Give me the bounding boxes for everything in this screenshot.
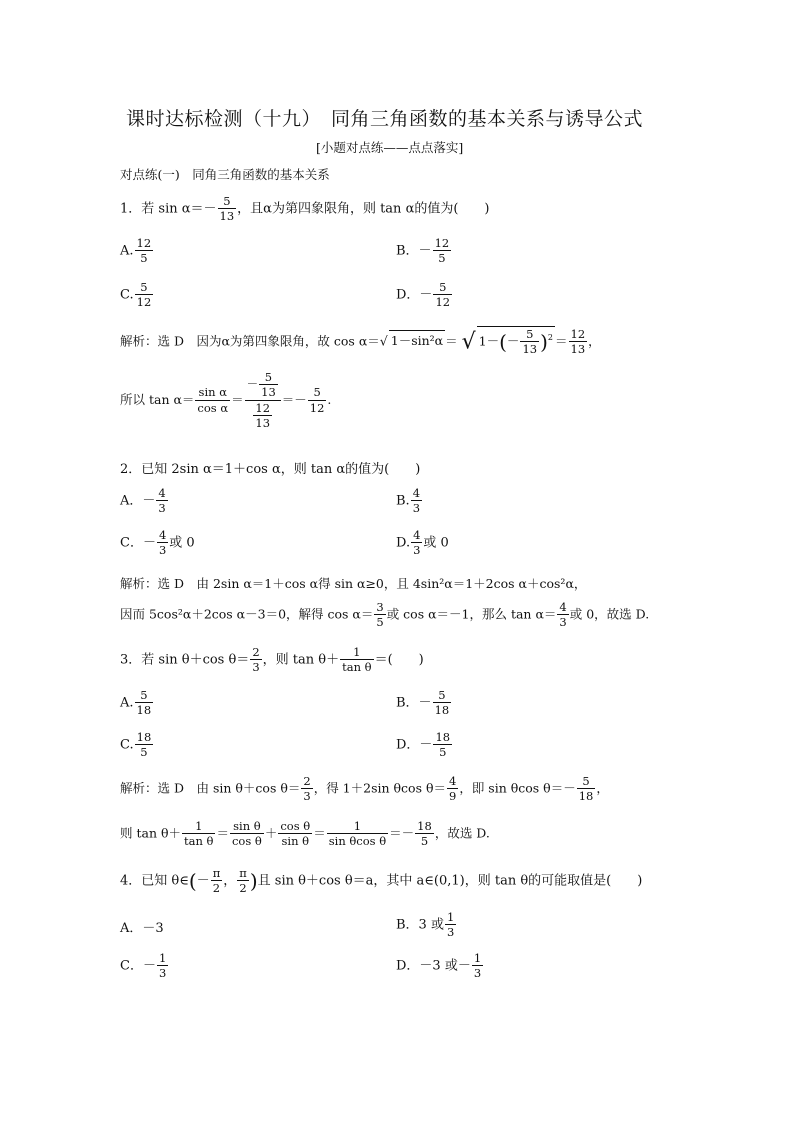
q3-stem — [120, 645, 424, 675]
fraction — [278, 819, 312, 849]
denominator: 5 — [420, 834, 429, 849]
q2-option-d[interactable] — [396, 528, 449, 558]
fraction — [182, 819, 215, 849]
denominator: 3 — [158, 543, 167, 558]
equals: ＝ — [216, 825, 229, 841]
option-label: D．－ — [396, 737, 433, 753]
solution-text: ，即 sin θcos θ＝－ — [459, 780, 576, 796]
denominator: 13 — [570, 342, 586, 357]
denominator: 18 — [136, 703, 152, 718]
denominator: 18 — [434, 703, 450, 718]
solution-text: 或 cos α＝－1，那么 tan α＝ — [386, 606, 557, 622]
solution-text: 因而 5cos²α＋2cos α－3＝0，解得 cos α＝ — [120, 606, 374, 622]
option-label: C．－ — [120, 958, 156, 974]
numerator: 1 — [446, 910, 455, 924]
solution-text: 解析：选 D 因为α为第四象限角，故 cos α＝ — [120, 333, 380, 349]
numerator: 5 — [308, 385, 327, 400]
q2-solution-line2 — [120, 600, 649, 630]
numerator: 4 — [559, 600, 567, 614]
option-label: A．－ — [120, 493, 156, 509]
q4-option-c[interactable] — [120, 951, 169, 981]
page-subtitle: [小题对点练——点点落实] — [316, 140, 464, 155]
numerator: 12 — [434, 236, 450, 250]
numerator: 18 — [136, 730, 152, 744]
right-paren: ) — [249, 868, 258, 893]
numerator: 2 — [252, 645, 260, 659]
minus-sign: － — [246, 376, 259, 391]
numerator: 1 — [182, 819, 215, 834]
option-fraction — [445, 910, 456, 940]
numerator: 5 — [218, 194, 237, 209]
q2-option-c[interactable] — [120, 528, 195, 558]
denominator: 5 — [376, 615, 384, 630]
option-label: C. — [120, 287, 134, 303]
denominator: 13 — [261, 385, 276, 400]
numerator: sin θ — [230, 819, 264, 834]
denominator: 5 — [438, 251, 446, 266]
numerator: 5 — [520, 327, 539, 342]
q1-option-a[interactable] — [120, 236, 154, 266]
numerator: 18 — [417, 819, 432, 833]
sqrt-sign: √ — [379, 333, 388, 349]
option-label: C．－ — [120, 535, 156, 551]
fraction — [327, 819, 388, 849]
q2-option-a[interactable] — [120, 486, 169, 516]
option-label: A. — [120, 243, 134, 259]
denominator: 12 — [136, 295, 152, 310]
denominator: 3 — [158, 501, 166, 516]
solution-text: 所以 tan α＝ — [120, 391, 195, 407]
option-fraction — [433, 688, 452, 718]
fraction — [577, 774, 596, 804]
compound-fraction — [245, 370, 281, 431]
option-label: B．3 或 — [396, 917, 444, 933]
option-tail: 或 0 — [169, 535, 195, 551]
numerator: 5 — [135, 280, 154, 295]
q1-option-d[interactable] — [396, 280, 453, 310]
numerator: 5 — [577, 774, 596, 789]
option-fraction — [433, 730, 452, 760]
fraction — [447, 774, 458, 804]
option-label: B. — [396, 493, 410, 509]
numerator: cos θ — [280, 819, 311, 833]
q2-stem: 2．已知 2sin α＝1＋cos α，则 tan α的值为( ) — [120, 462, 421, 477]
denominator: 3 — [158, 966, 167, 981]
q4-option-d[interactable] — [396, 951, 484, 981]
fraction — [520, 327, 539, 357]
solution-text: 解析：选 D 由 sin θ＋cos θ＝ — [120, 780, 301, 796]
option-fraction — [135, 730, 154, 760]
option-label: B．－ — [396, 695, 432, 711]
option-tail: 或 0 — [423, 535, 449, 551]
denominator: 5 — [140, 745, 148, 760]
fraction — [301, 774, 312, 804]
option-label: B．－ — [396, 243, 432, 259]
equals: ＝ — [231, 391, 244, 407]
numerator: 4 — [413, 528, 421, 542]
denominator: 13 — [255, 416, 271, 431]
stem-text: 3．若 sin θ＋cos θ＝ — [120, 652, 250, 668]
q1-stem-text-a: 1．若 sin α＝－ — [120, 201, 217, 217]
numerator: sin α — [195, 385, 230, 400]
fraction — [340, 645, 373, 675]
option-fraction — [157, 951, 168, 981]
section-title: 对点练(一) 同角三角函数的基本关系 — [120, 167, 330, 182]
denominator: 5 — [439, 745, 447, 760]
radicand-expression — [477, 326, 555, 357]
q2-option-b[interactable] — [396, 486, 423, 516]
minus-sign: － — [196, 873, 210, 889]
option-fraction — [433, 236, 452, 266]
left-paren: ( — [499, 329, 507, 354]
q1-solution-line2 — [120, 370, 331, 431]
denominator: 12 — [435, 295, 451, 310]
denominator: tan θ — [184, 834, 214, 849]
stem-text: ，则 tan θ＋ — [262, 652, 340, 668]
q1-option-c[interactable] — [120, 280, 154, 310]
equals-minus: ＝－ — [389, 825, 415, 841]
denominator: 12 — [309, 400, 325, 415]
option-fraction — [411, 486, 422, 516]
numerator: 3 — [376, 600, 384, 614]
numerator: 1 — [473, 951, 482, 965]
denominator: 2 — [212, 881, 221, 896]
numerator: 12 — [136, 236, 152, 250]
q4-stem — [120, 866, 642, 896]
q3-option-a[interactable] — [120, 688, 154, 718]
denominator: 13 — [219, 209, 235, 224]
fraction — [250, 645, 261, 675]
solution-text: ，得 1＋2sin θcos θ＝ — [313, 780, 446, 796]
right-paren: ) — [540, 329, 548, 354]
q3-option-c[interactable] — [120, 730, 154, 760]
numerator: 4 — [412, 486, 421, 500]
fraction — [308, 385, 327, 415]
denominator: 5 — [140, 251, 148, 266]
q3-option-d[interactable] — [396, 730, 453, 760]
option-label: D. — [396, 535, 411, 551]
equals: ＝ — [554, 333, 568, 349]
numerator: 2 — [303, 774, 311, 788]
fraction — [569, 327, 588, 357]
compound-numerator — [245, 370, 281, 401]
radicand: 1－sin²α — [389, 330, 445, 349]
q2-solution-line1: 解析：选 D 由 2sin α＝1＋cos α得 sin α≥0，且 4sin²α＝1＋2cos α＋cos²α， — [120, 576, 587, 591]
denominator: 3 — [252, 660, 260, 675]
denominator: 3 — [413, 543, 421, 558]
page-title: 课时达标检测（十九） 同角三角函数的基本关系与诱导公式 — [126, 108, 644, 130]
option-label: D．－3 或－ — [396, 958, 471, 974]
denominator: sin θ — [281, 834, 310, 849]
option-fraction — [156, 486, 167, 516]
stem-text: ＝( ) — [374, 652, 424, 668]
option-label: A．－3 — [120, 921, 164, 936]
punctuation: . — [327, 391, 332, 407]
fraction — [230, 819, 264, 849]
numerator: 18 — [435, 730, 451, 744]
denominator: 3 — [559, 615, 567, 630]
q1-stem — [120, 194, 490, 224]
numerator: 1 — [327, 819, 388, 834]
option-label: A. — [120, 695, 134, 711]
q1-option-b[interactable] — [396, 236, 452, 266]
denominator: cos θ — [231, 834, 262, 849]
comma: ， — [223, 873, 237, 889]
option-fraction — [135, 280, 154, 310]
denominator: 2 — [239, 881, 247, 896]
denominator: 3 — [446, 925, 455, 940]
compound-denominator — [245, 401, 281, 431]
fraction — [211, 866, 223, 896]
radicand-text: 1－ — [478, 333, 500, 349]
denominator: 9 — [449, 789, 457, 804]
q1-stem-text-b: ，且α为第四象限角，则 tan α的值为( ) — [237, 201, 490, 217]
numerator: 5 — [135, 688, 154, 703]
punctuation: ， — [596, 780, 609, 796]
denominator: 3 — [412, 501, 421, 516]
fraction — [415, 819, 434, 849]
fraction — [237, 866, 249, 896]
fraction — [374, 600, 385, 630]
denominator: sin θcos θ — [328, 834, 387, 849]
left-paren: ( — [188, 868, 197, 893]
equals: ＝ — [445, 333, 458, 349]
solution-text: 或 0，故选 D. — [569, 606, 650, 622]
denominator: cos α — [197, 400, 229, 415]
equals: ＝ — [313, 825, 326, 841]
option-fraction — [411, 528, 422, 558]
q3-option-b[interactable] — [396, 688, 452, 718]
q1-solution-line1 — [120, 326, 601, 357]
fraction — [195, 385, 230, 415]
minus-sign: － — [506, 333, 520, 349]
numerator: 1 — [158, 951, 167, 965]
numerator: 4 — [158, 528, 167, 542]
q3-solution-line1 — [120, 774, 609, 804]
numerator: π — [239, 866, 247, 880]
numerator: 1 — [340, 645, 373, 660]
denominator: 18 — [578, 789, 594, 804]
numerator: 5 — [259, 370, 278, 385]
option-fraction — [135, 688, 154, 718]
fraction — [259, 370, 278, 400]
option-fraction — [433, 280, 452, 310]
numerator: 12 — [570, 327, 586, 341]
denominator: 3 — [473, 966, 482, 981]
numerator: 5 — [433, 688, 452, 703]
numerator: 12 — [255, 400, 271, 415]
solution-text: ，故选 D. — [434, 825, 490, 841]
solution-text: 则 tan θ＋ — [120, 825, 181, 841]
numerator: π — [212, 866, 221, 880]
q4-option-a[interactable] — [120, 917, 164, 936]
sqrt-sign: √ — [461, 329, 476, 355]
numerator: 4 — [449, 774, 457, 788]
q4-option-b[interactable] — [396, 910, 457, 940]
denominator: 3 — [303, 789, 311, 804]
stem-text: 且 sin θ＋cos θ＝a，其中 a∈(0,1)，则 tan θ的可能取值是( ) — [257, 873, 643, 889]
numerator: 5 — [433, 280, 452, 295]
q3-solution-line2 — [120, 819, 490, 849]
equals-minus: ＝－ — [281, 391, 307, 407]
punctuation: ， — [588, 333, 601, 349]
fraction — [557, 600, 568, 630]
denominator: 13 — [522, 342, 538, 357]
numerator: 4 — [158, 486, 166, 500]
stem-text: 4．已知 θ∈ — [120, 873, 189, 889]
exponent: 2 — [547, 333, 553, 343]
denominator: tan θ — [342, 660, 372, 675]
fraction — [253, 401, 272, 431]
option-label: D．－ — [396, 287, 433, 303]
option-fraction — [157, 528, 168, 558]
q1-stem-fraction — [218, 194, 237, 224]
option-label: C. — [120, 737, 134, 753]
plus: ＋ — [264, 825, 278, 841]
option-fraction — [135, 236, 154, 266]
option-fraction — [472, 951, 483, 981]
